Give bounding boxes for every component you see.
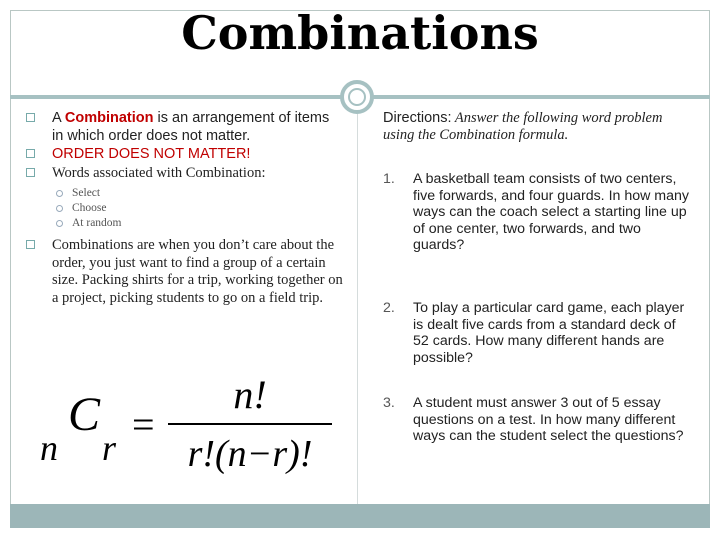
word-list [26, 186, 344, 231]
question-2 [383, 300, 693, 366]
formula-n-sub: n [40, 428, 58, 468]
order-text: ORDER DOES NOT MATTER! [52, 146, 251, 162]
circle-bullet-icon [56, 190, 63, 197]
formula-C: C [68, 388, 101, 441]
right-column [383, 110, 693, 444]
bullet-order [26, 146, 344, 164]
question-3 [383, 395, 693, 445]
question-text: A basketball team consists of two centers, five forwards, and four guards. In how many ways can the coach select a starting line up of one center, two forwards, and two guards? [413, 171, 690, 253]
slide-title: Combinations [181, 6, 539, 60]
bullet-words [26, 165, 344, 183]
bullet-explanation [26, 237, 344, 307]
circle-bullet-icon [56, 205, 63, 212]
words-text: Words associated with Combination: [52, 164, 266, 181]
circle-bullet-icon [56, 220, 63, 227]
list-item: Select [26, 186, 344, 201]
square-bullet-icon [26, 240, 35, 249]
question-text: A student must answer 3 out of 5 essay questions on a test. In how many different ways can the student select the questions? [413, 395, 684, 444]
square-bullet-icon [26, 168, 35, 177]
bullet-definition [26, 110, 344, 145]
question-text: To play a particular card game, each player is dealt five cards from a standard deck of 52 cards. How many different hands are possible? [413, 300, 685, 366]
definition-prefix: A [52, 110, 65, 126]
question-number: 2. [383, 300, 395, 316]
list-item: At random [26, 216, 344, 231]
definition-text: is an arrangement of items in which order does not matter. [52, 110, 330, 144]
combination-formula [40, 370, 340, 480]
definition-term: Combination [64, 110, 154, 126]
square-bullet-icon [26, 149, 35, 158]
column-divider [357, 114, 358, 504]
directions-text: Answer the following word problem using the Combination formula. [383, 110, 663, 143]
directions-label: Directions: [383, 110, 452, 126]
question-number: 1. [383, 171, 395, 187]
formula-denominator: r!(n−r)! [187, 433, 313, 475]
list-item: Choose [26, 201, 344, 216]
formula-equals: = [132, 402, 155, 447]
divider-ornament-icon [340, 80, 374, 114]
footer-bar [10, 504, 710, 528]
formula-r-sub: r [102, 428, 117, 468]
formula-numerator: n! [233, 372, 267, 417]
question-1 [383, 171, 693, 254]
explanation-text: Combinations are when you don’t care about the order, you just want to find a group of a certain size. Packing shirts for a trip, working together on a project, picking students to go on a field trip. [52, 237, 343, 306]
directions [383, 110, 693, 144]
question-number: 3. [383, 395, 395, 411]
left-column [26, 110, 344, 308]
square-bullet-icon [26, 113, 35, 122]
